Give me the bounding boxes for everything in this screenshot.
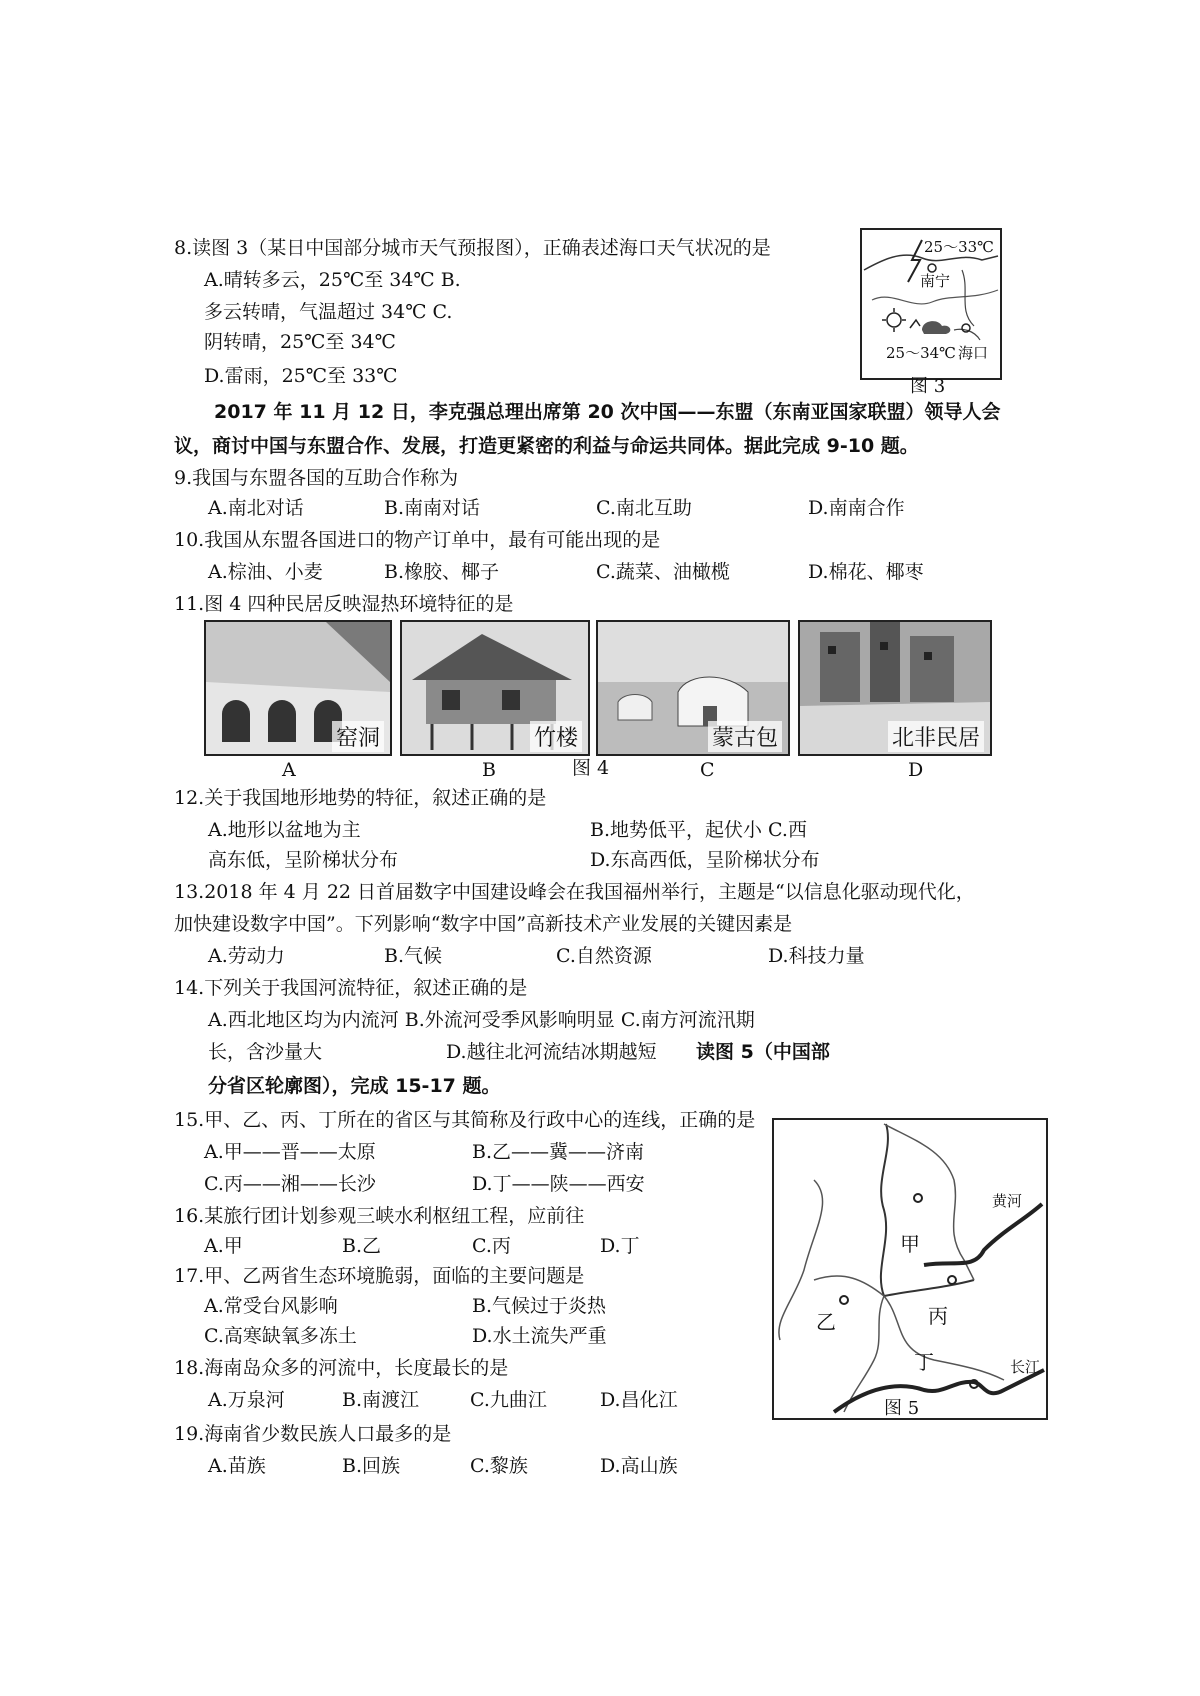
- q15-stem: 15.甲、乙、丙、丁所在的省区与其简称及行政中心的连线，正确的是: [174, 1109, 756, 1131]
- q19-stem: 19.海南省少数民族人口最多的是: [174, 1423, 452, 1445]
- q10-stem: 10.我国从东盟各国进口的物产订单中，最有可能出现的是: [174, 529, 661, 551]
- q16-option-c: C.丙: [472, 1235, 511, 1257]
- q9-stem: 9.我国与东盟各国的互助合作称为: [174, 467, 459, 489]
- q12-option-c-cont: 高东低，呈阶梯状分布: [208, 849, 399, 871]
- photo-label-bamboo: 竹楼: [530, 721, 582, 752]
- label-huanghe: 黄河: [992, 1192, 1023, 1210]
- label-yi: 乙: [816, 1310, 836, 1334]
- q12-option-b-c: B.地势低平，起伏小 C.西: [590, 819, 807, 841]
- label-bing: 丙: [928, 1304, 948, 1328]
- q8-line4: D.雷雨，25℃至 33℃: [204, 365, 398, 387]
- q12-stem: 12.关于我国地形地势的特征，叙述正确的是: [174, 787, 547, 809]
- photo-label-yurt: 蒙古包: [708, 721, 782, 752]
- q18-option-c: C.九曲江: [470, 1389, 547, 1411]
- q8-line1: A.晴转多云，25℃至 34℃ B.: [204, 269, 461, 291]
- nanning-label: 南宁: [920, 272, 951, 290]
- photo-cave-dwelling: [204, 620, 392, 756]
- q13-option-a: A.劳动力: [208, 945, 285, 967]
- q19-option-b: B.回族: [342, 1455, 401, 1477]
- figure-3-caption: 图 3: [910, 376, 946, 397]
- q16-option-b: B.乙: [342, 1235, 382, 1257]
- q10-option-b: B.橡胶、椰子: [384, 561, 500, 583]
- q9-option-c: C.南北互助: [596, 497, 692, 519]
- intro-9-10-line1: 2017 年 11 月 12 日，李克强总理出席第 20 次中国——东盟（东南亚国家联盟）领导人会: [214, 401, 1001, 423]
- photo-label-north-africa: 北非民居: [888, 721, 984, 752]
- q14-line2b: D.越往北河流结冰期越短: [446, 1041, 657, 1063]
- photo-label-cave: 窑洞: [332, 721, 384, 752]
- photo-bamboo-house: [400, 620, 590, 756]
- photo-yurt: [596, 620, 790, 756]
- q15-option-b: B.乙——冀——济南: [472, 1141, 645, 1163]
- fig4-letter-d: D: [908, 759, 924, 781]
- intro-15-17-part2: 分省区轮廓图），完成 15-17 题。: [208, 1075, 501, 1097]
- q9-option-a: A.南北对话: [208, 497, 304, 519]
- q18-stem: 18.海南岛众多的河流中，长度最长的是: [174, 1357, 509, 1379]
- q11-stem: 11.图 4 四种民居反映湿热环境特征的是: [174, 593, 514, 615]
- q13-option-c: C.自然资源: [556, 945, 652, 967]
- fig4-letter-c: C: [700, 759, 715, 781]
- q17-option-b: B.气候过于炎热: [472, 1295, 607, 1317]
- label-changjiang: 长江: [1010, 1358, 1041, 1376]
- figure-5-province-map: [772, 1118, 1048, 1420]
- q14-line1: A.西北地区均为内流河 B.外流河受季风影响明显 C.南方河流汛期: [208, 1009, 755, 1031]
- label-ding: 丁: [914, 1350, 934, 1374]
- q13-line1: 13.2018 年 4 月 22 日首届数字中国建设峰会在我国福州举行，主题是“以信息化驱动现代化，: [174, 881, 975, 903]
- label-jia: 甲: [900, 1232, 920, 1256]
- q18-option-d: D.昌化江: [600, 1389, 678, 1411]
- q10-option-a: A.棕油、小麦: [208, 561, 323, 583]
- q9-option-b: B.南南对话: [384, 497, 481, 519]
- fig4-letter-b: B: [482, 759, 496, 781]
- q15-option-d: D.丁——陕——西安: [472, 1173, 645, 1195]
- q17-option-a: A.常受台风影响: [204, 1295, 338, 1317]
- q16-stem: 16.某旅行团计划参观三峡水利枢纽工程，应前往: [174, 1205, 585, 1227]
- q13-option-d: D.科技力量: [768, 945, 865, 967]
- q8-line2: 多云转晴，气温超过 34℃ C.: [204, 301, 453, 323]
- photo-north-africa-dwelling: [798, 620, 992, 756]
- q12-option-d: D.东高西低，呈阶梯状分布: [590, 849, 820, 871]
- fig4-letter-a: A: [282, 759, 296, 781]
- q13-option-b: B.气候: [384, 945, 443, 967]
- nanning-temperature: 25～33℃: [924, 238, 994, 256]
- q15-option-a: A.甲——晋——太原: [204, 1141, 376, 1163]
- q18-option-b: B.南渡江: [342, 1389, 420, 1411]
- haikou-label: 海口: [958, 344, 989, 362]
- intro-15-17-part1: 读图 5（中国部: [696, 1041, 830, 1063]
- q13-line2: 加快建设数字中国”。下列影响“数字中国”高新技术产业发展的关键因素是: [174, 913, 793, 935]
- q18-option-a: A.万泉河: [208, 1389, 285, 1411]
- q10-option-c: C.蔬菜、油橄榄: [596, 561, 730, 583]
- q8-stem: 8.读图 3（某日中国部分城市天气预报图），正确表述海口天气状况的是: [174, 237, 771, 259]
- q16-option-a: A.甲: [204, 1235, 243, 1257]
- q8-line3: 阴转晴，25℃至 34℃: [204, 331, 396, 353]
- q19-option-a: A.苗族: [208, 1455, 266, 1477]
- q12-option-a: A.地形以盆地为主: [208, 819, 361, 841]
- q19-option-d: D.高山族: [600, 1455, 678, 1477]
- q9-option-d: D.南南合作: [808, 497, 905, 519]
- q17-option-c: C.高寒缺氧多冻土: [204, 1325, 357, 1347]
- q14-line2a: 长，含沙量大: [208, 1041, 323, 1063]
- q10-option-d: D.棉花、椰枣: [808, 561, 924, 583]
- haikou-temperature: 25～34℃: [886, 344, 956, 362]
- intro-9-10-line2: 议，商讨中国与东盟合作、发展，打造更紧密的利益与命运共同体。据此完成 9-10 题。: [174, 435, 919, 457]
- q17-option-d: D.水土流失严重: [472, 1325, 607, 1347]
- q16-option-d: D.丁: [600, 1235, 640, 1257]
- q19-option-c: C.黎族: [470, 1455, 528, 1477]
- province-outline-map: [774, 1120, 1046, 1418]
- q17-stem: 17.甲、乙两省生态环境脆弱，面临的主要问题是: [174, 1265, 585, 1287]
- figure-3-weather-map: [860, 228, 1002, 380]
- figure-5-caption: 图 5: [884, 1398, 920, 1419]
- fig4-caption: 图 4: [572, 757, 610, 779]
- q14-stem: 14.下列关于我国河流特征，叙述正确的是: [174, 977, 528, 999]
- q15-option-c: C.丙——湘——长沙: [204, 1173, 376, 1195]
